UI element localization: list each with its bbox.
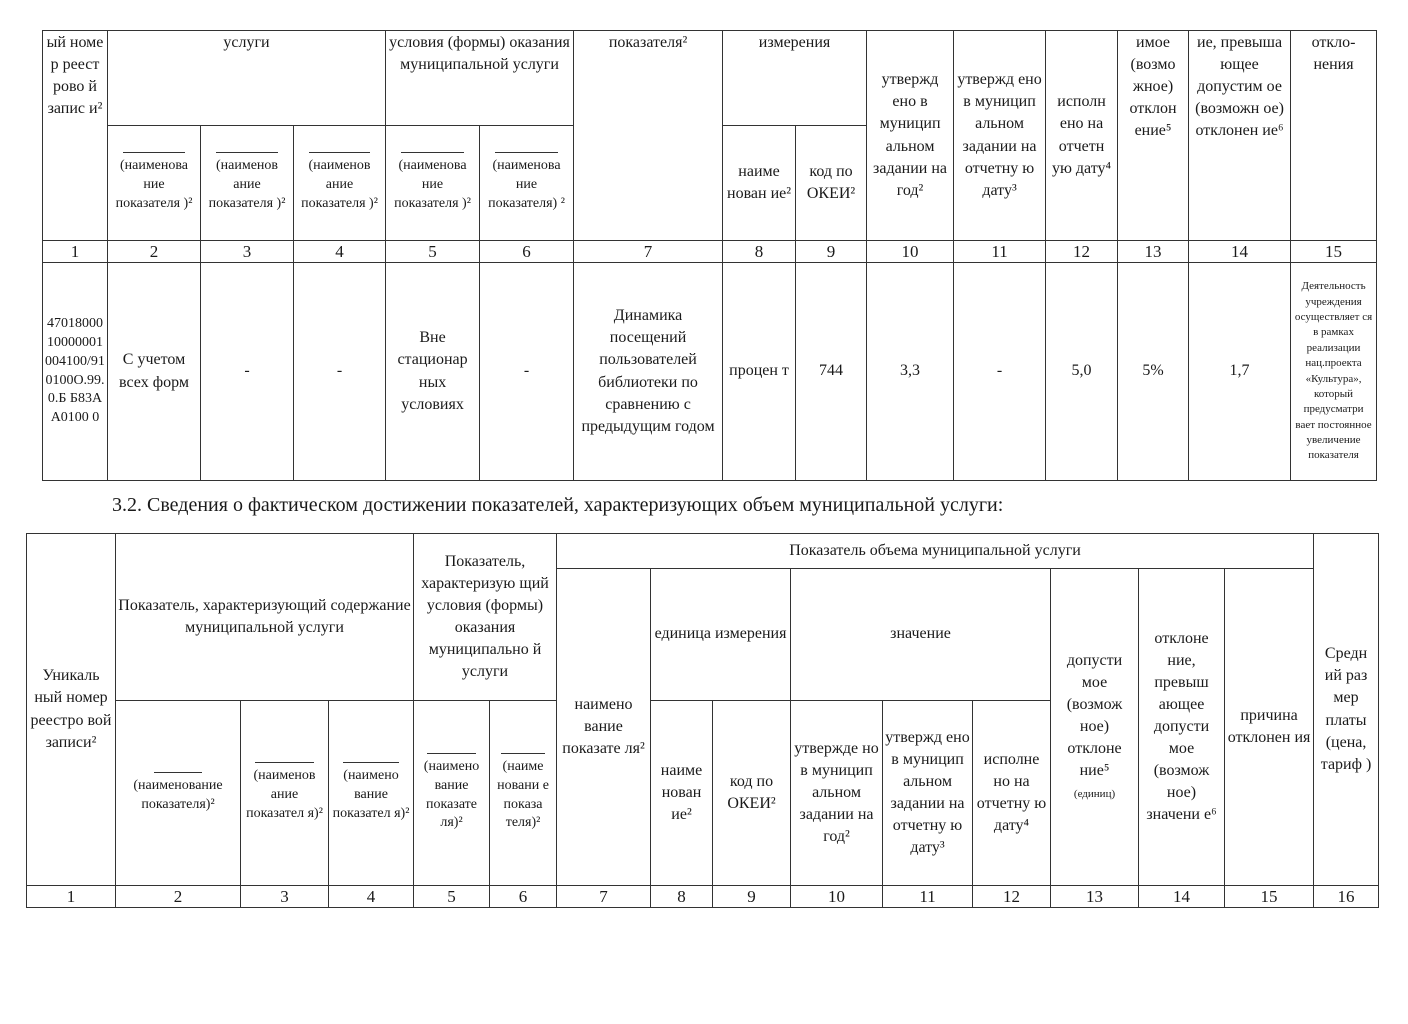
col-number: 12 [1046, 241, 1118, 263]
header-service-content: Показатель, характеризующий содержание муниципальной услуги [116, 534, 414, 701]
subheader-2: (наименование показателя)² [116, 701, 241, 886]
col-number: 4 [294, 241, 386, 263]
header-volume-indicator: Показатель объема муниципальной услуги [557, 534, 1314, 569]
col-number: 2 [116, 886, 241, 908]
table-row [43, 263, 1377, 481]
col-number: 4 [329, 886, 414, 908]
subheader-6: (наиме новани е показа теля)² [490, 701, 557, 886]
subheader-5: (наименова ние показателя )² [386, 126, 480, 241]
header-service-conditions: Показатель, характеризую щий условия (формы) оказания муниципально й услуги [414, 534, 557, 701]
column-numbers-row [27, 886, 1379, 908]
subheader-approved-year: утвержде но в муницип альном задании на год² [791, 701, 883, 886]
col-number: 7 [574, 241, 723, 263]
col-number: 8 [651, 886, 713, 908]
header-approved-year: утвержд ено в муницип альном задании на год² [867, 31, 954, 241]
header-registry-number: Уникаль ный номер реестро вой записи² [27, 534, 116, 886]
col-number: 7 [557, 886, 651, 908]
unit-name: процен т [723, 263, 796, 481]
service-condition: Вне стационар ных условиях [386, 263, 480, 481]
header-indicator-name: наимено вание показате ля² [557, 569, 651, 886]
col-number: 11 [883, 886, 973, 908]
exceeding-deviation: 1,7 [1189, 263, 1291, 481]
col-number: 15 [1291, 241, 1377, 263]
col-number: 12 [973, 886, 1051, 908]
header-indicator-name: показателя² [574, 31, 723, 241]
subheader-4: (наименов ание показателя )² [294, 126, 386, 241]
col-number: 11 [954, 241, 1046, 263]
col-number: 15 [1225, 886, 1314, 908]
header-deviation-reason: причина отклонен ия [1225, 569, 1314, 886]
cell-4: - [294, 263, 386, 481]
col-number: 10 [791, 886, 883, 908]
col-number: 3 [201, 241, 294, 263]
col-number: 5 [386, 241, 480, 263]
subheader-executed: исполне но на отчетну ю дату⁴ [973, 701, 1051, 886]
approved-year: 3,3 [867, 263, 954, 481]
col-number: 6 [480, 241, 574, 263]
header-value: значение [791, 569, 1051, 701]
subheader-4: (наимено вание показател я)² [329, 701, 414, 886]
col-number: 1 [43, 241, 108, 263]
col-number: 14 [1189, 241, 1291, 263]
col-number: 8 [723, 241, 796, 263]
col-number: 9 [796, 241, 867, 263]
col-number: 13 [1118, 241, 1189, 263]
subheader-6: (наименова ние показателя) ² [480, 126, 574, 241]
header-approved-date: утвержд ено в муницип альном задании на отчетну ю дату³ [954, 31, 1046, 241]
allowed-deviation: 5% [1118, 263, 1189, 481]
col-number: 10 [867, 241, 954, 263]
header-allowed-deviation: допусти мое (возмож ное) отклоне ние⁵ (единиц) [1051, 569, 1139, 886]
header-unit: измерения [723, 31, 867, 126]
approved-date: - [954, 263, 1046, 481]
service-content: С учетом всех форм [108, 263, 201, 481]
col-number: 16 [1314, 886, 1379, 908]
col-number: 6 [490, 886, 557, 908]
col-number: 2 [108, 241, 201, 263]
deviation-reason: Деятельность учреждения осуществляет ся в рамках реализации нац.проекта «Культура», который предусматри вает постоянное увеличение показателя [1291, 263, 1377, 481]
column-numbers-row [43, 241, 1377, 263]
indicator-name: Динамика посещений пользователей библиотеки по сравнению с предыдущим годом [574, 263, 723, 481]
col-number: 14 [1139, 886, 1225, 908]
subheader-5: (наимено вание показате ля)² [414, 701, 490, 886]
header-unit: единица измерения [651, 569, 791, 701]
header-service-conditions: условия (формы) оказания муниципальной услуги [386, 31, 574, 126]
section-heading: 3.2. Сведения о фактическом достижении показателей, характеризующих объем муниципальной услуги: [112, 494, 1004, 516]
col-number: 9 [713, 886, 791, 908]
cell-3: - [201, 263, 294, 481]
okei-code: 744 [796, 263, 867, 481]
subheader-okei-code: код по ОКЕИ² [713, 701, 791, 886]
subheader-unit-name: наиме нован ие² [723, 126, 796, 241]
registry-number: 4701800010000001004100/91 0100О.99.0.Б Б83А А0100 0 [43, 263, 108, 481]
volume-indicators-table [26, 533, 1379, 908]
col-number: 3 [241, 886, 329, 908]
quality-indicators-table [42, 30, 1377, 481]
header-service-content: услуги [108, 31, 386, 126]
col-number: 5 [414, 886, 490, 908]
subheader-okei-code: код по ОКЕИ² [796, 126, 867, 241]
cell-6: - [480, 263, 574, 481]
col-number: 13 [1051, 886, 1139, 908]
header-exceeding-deviation: отклоне ние, превыш ающее допусти мое (возмож ное) значени е⁶ [1139, 569, 1225, 886]
header-registry-number: ый номе р реест рово й запис и² [43, 31, 108, 241]
subheader-2: (наименова ние показателя )² [108, 126, 201, 241]
subheader-3: (наименов ание показателя )² [201, 126, 294, 241]
executed: 5,0 [1046, 263, 1118, 481]
header-executed: исполн ено на отчетн ую дату⁴ [1046, 31, 1118, 241]
subheader-3: (наименов ание показател я)² [241, 701, 329, 886]
header-deviation-reason: откло- нения [1291, 31, 1377, 241]
subheader-unit-name: наиме нован ие² [651, 701, 713, 886]
subheader-approved-date: утвержд ено в муницип альном задании на отчетну ю дату³ [883, 701, 973, 886]
header-allowed-deviation: имое (возмо жное) отклон ение⁵ [1118, 31, 1189, 241]
header-exceeding-deviation: ие, превыша ющее допустим ое (возможн ое) отклонен ие⁶ [1189, 31, 1291, 241]
col-number: 1 [27, 886, 116, 908]
header-average-fee: Средн ий раз мер платы (цена, тариф ) [1314, 534, 1379, 886]
